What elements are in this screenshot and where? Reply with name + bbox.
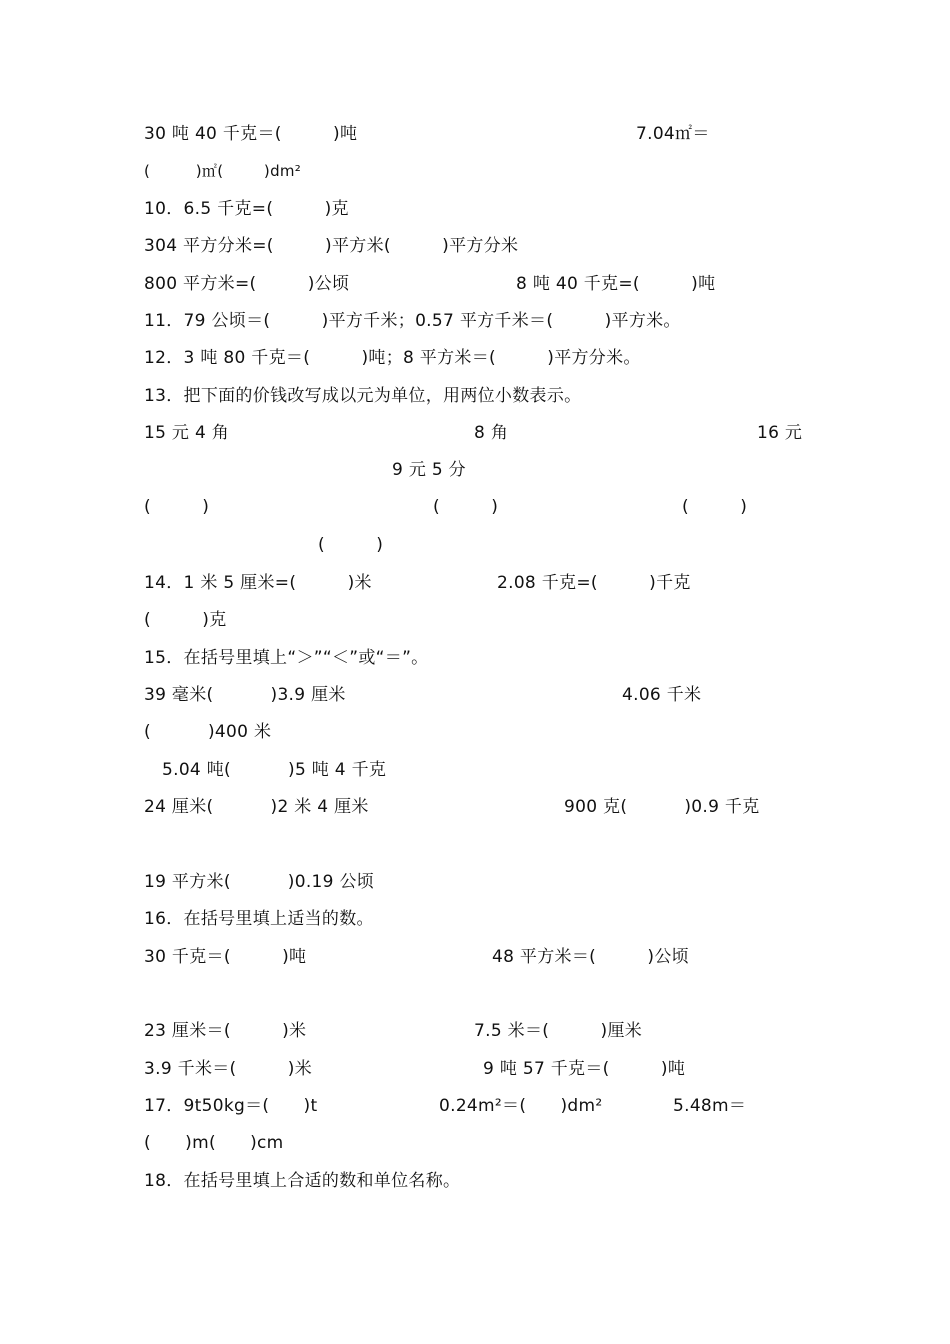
line-q13-title: 13．把下面的价钱改写成以元为单位，用两位小数表示。	[144, 386, 582, 406]
line-q9b-answer: ( )㎡( )dm²	[144, 162, 302, 180]
compare-3: 5.04 吨( )5 吨 4 千克	[162, 760, 387, 780]
line-q16e: 3.9 千米＝( )米	[144, 1059, 313, 1079]
compare-1: 39 毫米( )3.9 厘米	[144, 685, 346, 705]
line-q14a: 14．1 米 5 厘米=( )米	[144, 573, 372, 593]
line-q10b: 304 平方分米=( )平方米( )平方分米	[144, 236, 519, 256]
price-answer-2: ( )	[433, 497, 499, 517]
compare-2-left: 4.06 千米	[622, 685, 702, 705]
price-item-3: 16 元	[757, 423, 803, 443]
line-q12: 12．3 吨 80 千克＝( )吨；8 平方米＝( )平方分米。	[144, 348, 641, 368]
line-q17a: 17．9t50kg＝( )t	[144, 1096, 318, 1116]
line-q14c: ( )克	[144, 610, 227, 630]
line-q14b: 2.08 千克=( )千克	[497, 573, 691, 593]
price-answer-4: ( )	[318, 535, 384, 555]
price-answer-3: ( )	[682, 497, 748, 517]
compare-6: 19 平方米( )0.19 公顷	[144, 872, 375, 892]
line-q16a: 30 千克＝( )吨	[144, 947, 307, 967]
line-q10: 10．6.5 千克=( )克	[144, 199, 349, 219]
price-item-1: 15 元 4 角	[144, 423, 230, 443]
line-q11: 11．79 公顷＝( )平方千米；0.57 平方千米＝( )平方米。	[144, 311, 681, 331]
line-q18-title: 18．在括号里填上合适的数和单位名称。	[144, 1171, 461, 1191]
compare-2-right: ( )400 米	[144, 722, 272, 742]
line-q16b: 48 平方米＝( )公顷	[492, 947, 689, 967]
line-q17d: ( )m( )cm	[144, 1133, 284, 1153]
price-item-2: 8 角	[474, 423, 509, 443]
price-answer-1: ( )	[144, 497, 210, 517]
line-q10c: 800 平方米=( )公顷	[144, 274, 350, 294]
line-q17c: 5.48m＝	[673, 1096, 747, 1116]
line-q16d: 7.5 米＝( )厘米	[474, 1021, 643, 1041]
line-q17b: 0.24m²＝( )dm²	[439, 1096, 603, 1116]
line-q9b: 7.04㎡＝	[636, 124, 710, 144]
line-q15-title: 15．在括号里填上“＞”“＜”或“＝”。	[144, 648, 429, 668]
line-q9a: 30 吨 40 千克＝( )吨	[144, 124, 358, 144]
line-q10d: 8 吨 40 千克=( )吨	[516, 274, 716, 294]
compare-4: 24 厘米( )2 米 4 厘米	[144, 797, 369, 817]
line-q16f: 9 吨 57 千克＝( )吨	[483, 1059, 686, 1079]
price-item-4: 9 元 5 分	[392, 460, 466, 480]
compare-5: 900 克( )0.9 千克	[564, 797, 760, 817]
line-q16c: 23 厘米＝( )米	[144, 1021, 307, 1041]
line-q16-title: 16．在括号里填上适当的数。	[144, 909, 374, 929]
